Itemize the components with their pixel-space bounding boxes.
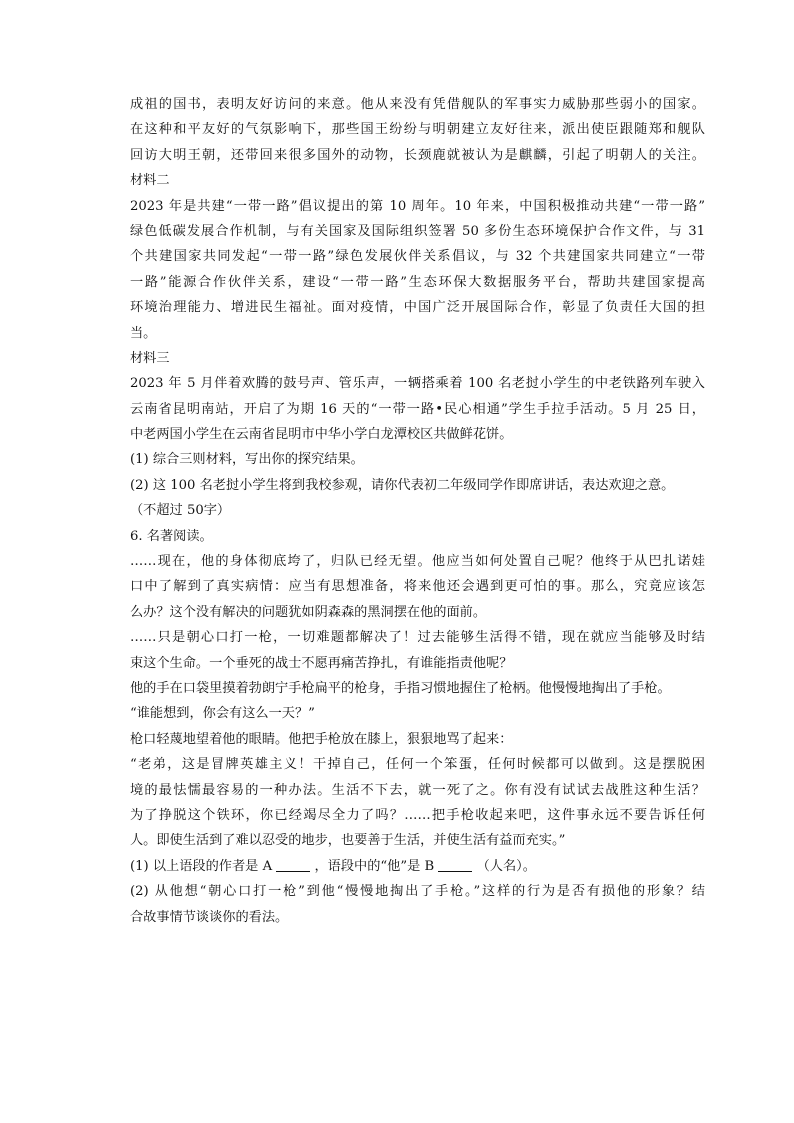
paragraph-line: 人。即使生活到了难以忍受的地步，也要善于生活，并使生活有益而充实。”	[130, 833, 566, 849]
paragraph-line: ……现在，他的身体彻底垮了，归队已经无望。他应当如何处置自己呢？他终于从巴扎诺娃	[130, 554, 705, 570]
paragraph-line: （不超过 50字）	[130, 503, 231, 519]
answer-blank-a[interactable]	[276, 857, 310, 872]
paragraph-line: ……只是朝心口打一枪，一切难题都解决了！过去能够生活得不错，现在就应当能够及时结	[130, 630, 705, 646]
paragraph-line: 在这种和平友好的气氛影响下，那些国王纷纷与明朝建立友好往来，派出使臣跟随郑和舰队	[130, 122, 705, 138]
paragraph-line: 为了挣脱这个铁环，你已经竭尽全力了吗？……把手枪收起来吧，这件事永远不要告诉任何	[130, 807, 705, 823]
paragraph-line: 2023 年是共建“一带一路”倡议提出的第 10 周年。10 年来，中国积极推动共建“一带一路”	[130, 198, 705, 214]
paragraph-line: (1) 综合三则材料，写出你的探究结果。	[130, 452, 364, 468]
paragraph-line: 一路”能源合作伙伴关系，建设“一带一路”生态环保大数据服务平台，帮助共建国家提高	[130, 274, 705, 290]
question-1-prefix: (1) 以上语段的作者是 A	[130, 858, 273, 874]
paragraph-line: 当。	[130, 325, 157, 341]
answer-blank-b[interactable]	[438, 857, 472, 872]
paragraph-line: 绿色低碳发展合作机制，与有关国家及国际组织签署 50 多份生态环境保护合作文件，与 31	[130, 223, 705, 239]
paragraph-line: 2023 年 5 月伴着欢腾的鼓号声、管乐声，一辆搭乘着 100 名老挝小学生的中老铁路列车驶入	[130, 376, 705, 392]
question-1-line	[130, 854, 705, 879]
question-1-middle: ，语段中的“他”是 B	[314, 858, 435, 874]
question-2-line-2: 合故事情节谈谈你的看法。	[130, 909, 289, 925]
paragraph-line: “老弟，这是冒牌英雄主义！干掉自己，任何一个笨蛋，任何时候都可以做到。这是摆脱困	[130, 757, 705, 773]
paragraph-line: 束这个生命。一个垂死的战士不愿再痛苦挣扎，有谁能指责他呢？	[130, 655, 513, 671]
question-1-suffix: （人名）。	[476, 858, 536, 874]
text-lines	[130, 92, 705, 854]
paragraph-line: 材料三	[130, 350, 170, 366]
document-body	[130, 92, 705, 930]
paragraph-line: 回访大明王朝，还带回来很多国外的动物，长颈鹿就被认为是麒麟，引起了明朝人的关注。	[130, 147, 705, 163]
paragraph-line: (2) 这 100 名老挝小学生将到我校参观，请你代表初二年级同学作即席讲话，表达欢迎之意。	[130, 477, 675, 493]
paragraph-line: 成祖的国书，表明友好访问的来意。他从来没有凭借舰队的军事实力威胁那些弱小的国家。	[130, 97, 705, 112]
paragraph-line: 环境治理能力、增进民生福祉。面对疫情，中国广泛开展国际合作，彰显了负责任大国的担	[130, 300, 705, 316]
paragraph-line: “谁能想到，你会有这么一天？”	[130, 706, 315, 722]
question-2-line-1: (2) 从他想“朝心口打一枪”到他“慢慢地掏出了手枪。”这样的行为是否有损他的形象？结	[130, 884, 705, 900]
paragraph-line: 么办？这个没有解决的问题犹如阴森森的黑洞摆在他的面前。	[130, 604, 487, 620]
paragraph-line: 材料二	[130, 173, 170, 189]
paragraph-line: 境的最怯懦最容易的一种办法。生活不下去，就一死了之。你有没有试试去战胜这种生活？	[130, 782, 705, 798]
paragraph-line: 枪口轻蔑地望着他的眼睛。他把手枪放在膝上，狠狠地骂了起来：	[130, 731, 513, 747]
paragraph-line: 个共建国家共同发起“一带一路”绿色发展伙伴关系倡议，与 32 个共建国家共同建立“一带	[130, 249, 705, 265]
paragraph-line: 他的手在口袋里摸着勃朗宁手枪扁平的枪身，手指习惯地握住了枪柄。他慢慢地掏出了手枪。	[130, 680, 671, 696]
paragraph-line: 中老两国小学生在云南省昆明市中华小学白龙潭校区共做鲜花饼。	[130, 427, 513, 443]
paragraph-line: 云南省昆明南站，开启了为期 16 天的“一带一路•民心相通”学生手拉手活动。5 月 25 日，	[130, 401, 705, 417]
paragraph-line: 6. 名著阅读。	[130, 528, 213, 544]
paragraph-line: 口中了解到了真实病情：应当有思想准备，将来他还会遇到更可怕的事。那么，究竟应该怎	[130, 579, 705, 595]
